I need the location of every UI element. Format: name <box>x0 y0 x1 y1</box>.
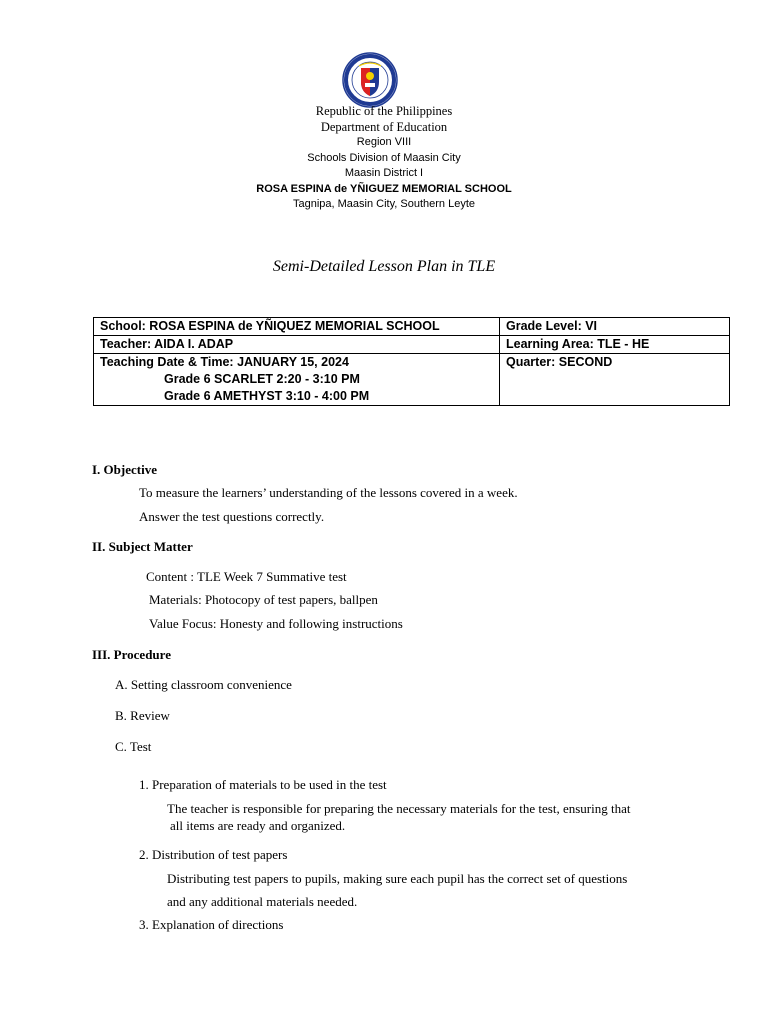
grade-level-cell: Grade Level: VI <box>500 318 730 336</box>
test-step-2: 2. Distribution of test papers <box>139 847 288 862</box>
learning-area-cell: Learning Area: TLE - HE <box>500 336 730 354</box>
procedure-item-c: C. Test <box>115 739 152 754</box>
objective-heading: I. Objective <box>92 462 157 477</box>
section-scarlet-time: Grade 6 SCARLET 2:20 - 3:10 PM <box>164 372 360 386</box>
letterhead <box>0 104 768 213</box>
content-line: Content : TLE Week 7 Summative test <box>146 569 347 584</box>
test-step-1-description: The teacher is responsible for preparing the necessary materials for the test, ensuring that <box>167 801 631 816</box>
table-row <box>94 318 730 336</box>
section-amethyst-time: Grade 6 AMETHYST 3:10 - 4:00 PM <box>164 389 370 403</box>
schedule-cell <box>94 354 500 406</box>
address-line: Tagnipa, Maasin City, Southern Leyte <box>292 198 475 210</box>
division-line: Schools Division of Maasin City <box>307 151 461 164</box>
test-step-2-description: and any additional materials needed. <box>167 894 358 909</box>
quarter-cell: Quarter: SECOND <box>500 354 730 406</box>
test-step-3: 3. Explanation of directions <box>139 917 284 932</box>
deped-seal-icon <box>337 52 403 108</box>
objective-item: Answer the test questions correctly. <box>139 509 325 524</box>
lesson-info-table <box>93 317 730 406</box>
region-line: Region VIII <box>356 136 412 148</box>
procedure-item-a: A. Setting classroom convenience <box>115 677 292 692</box>
school-name-line: ROSA ESPINA de YÑIGUEZ MEMORIAL SCHOOL <box>256 182 512 195</box>
school-cell: School: ROSA ESPINA de YÑIQUEZ MEMORIAL SCHOOL <box>94 318 500 336</box>
procedure-item-b: B. Review <box>115 708 170 723</box>
test-step-2-description: Distributing test papers to pupils, making sure each pupil has the correct set of questions <box>167 871 628 886</box>
value-focus-line: Value Focus: Honesty and following instructions <box>149 616 403 631</box>
procedure-heading: III. Procedure <box>92 647 171 662</box>
objective-item: To measure the learners’ understanding of the lessons covered in a week. <box>139 485 518 500</box>
test-step-1-description: all items are ready and organized. <box>170 818 346 833</box>
table-row <box>94 336 730 354</box>
department-line: Department of Education <box>320 119 448 134</box>
teaching-date: Teaching Date & Time: JANUARY 15, 2024 <box>100 355 349 369</box>
table-row <box>94 354 730 406</box>
republic-line: Republic of the Philippines <box>315 104 453 118</box>
materials-line: Materials: Photocopy of test papers, ballpen <box>149 592 378 607</box>
district-line: Maasin District I <box>344 167 424 179</box>
test-step-1: 1. Preparation of materials to be used in the test <box>139 777 387 792</box>
lesson-plan-title: Semi-Detailed Lesson Plan in TLE <box>272 258 496 275</box>
teacher-cell: Teacher: AIDA I. ADAP <box>94 336 500 354</box>
subject-matter-heading: II. Subject Matter <box>92 539 193 554</box>
